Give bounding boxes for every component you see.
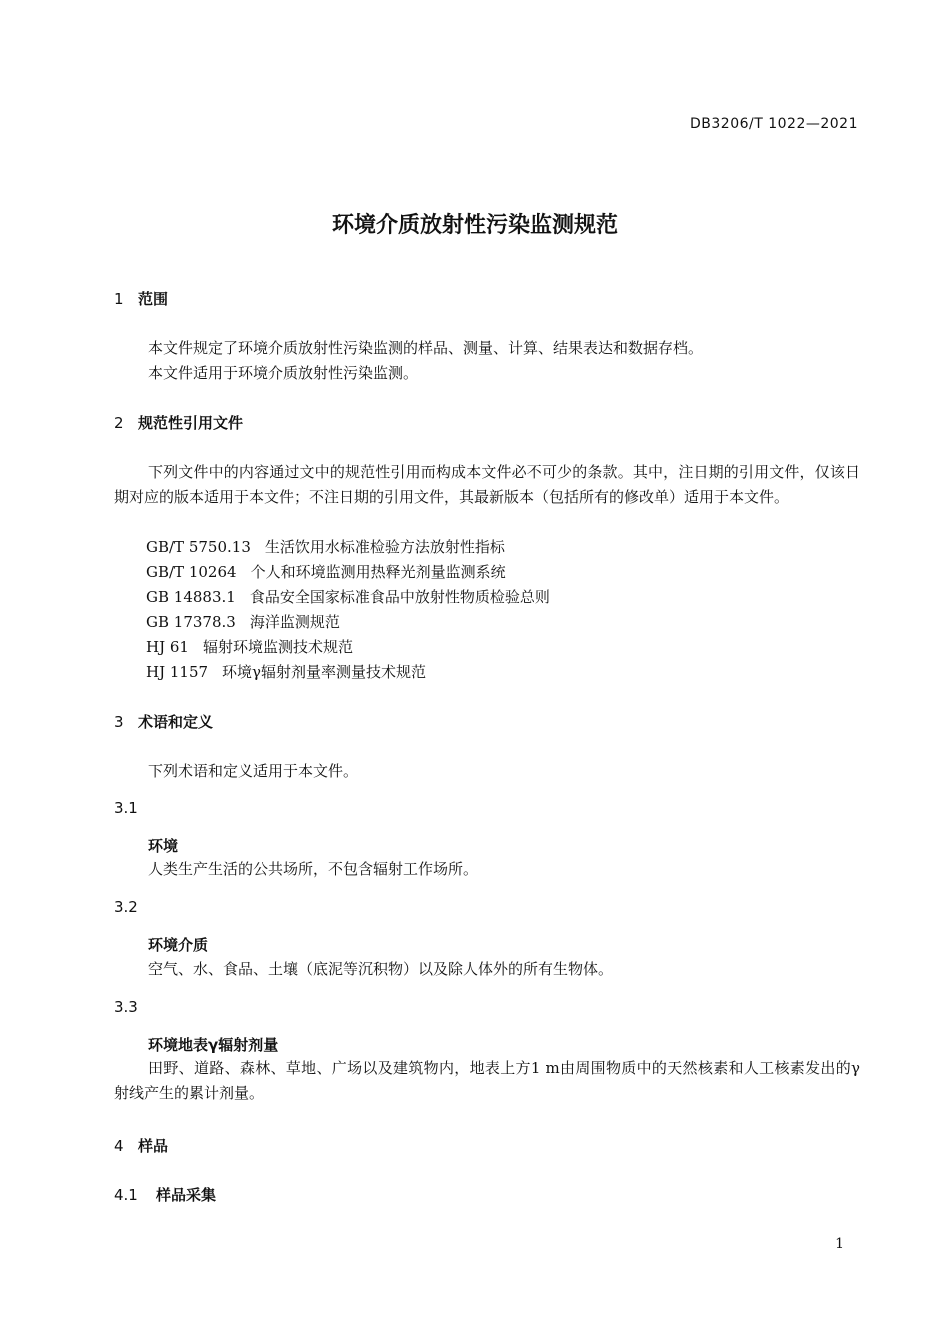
section-number: 4: [114, 1137, 124, 1155]
section-title: 术语和定义: [138, 713, 214, 731]
subsection-4-1-heading: [114, 1184, 216, 1205]
section-title: 样品: [138, 1137, 169, 1155]
reference-code: GB 17378.3: [146, 613, 236, 631]
reference-title: 个人和环境监测用热释光剂量监测系统: [250, 563, 506, 581]
reference-code: HJ 1157: [146, 663, 209, 681]
reference-title: 食品安全国家标准食品中放射性物质检验总则: [249, 588, 550, 606]
paragraph: 下列文件中的内容通过文中的规范性引用而构成本文件必不可少的条款。其中，注日期的引用文件，仅该日期对应的版本适用于本文件；不注日期的引用文件，其最新版本（包括所有的修改单）适用于本文件。: [114, 463, 860, 506]
term-title: 环境介质: [148, 936, 209, 954]
section-number: 2: [114, 414, 124, 432]
reference-title: 生活饮用水标准检验方法放射性指标: [264, 538, 505, 556]
paragraph: 本文件规定了环境介质放射性污染监测的样品、测量、计算、结果表达和数据存档。: [148, 339, 704, 357]
term-number: 3.3: [114, 998, 138, 1016]
document-code: DB3206/T 1022—2021: [690, 116, 858, 132]
paragraph: 本文件适用于环境介质放射性污染监测。: [148, 364, 419, 382]
reference-item: [146, 660, 426, 685]
term-title: 环境: [148, 837, 179, 855]
section-title: 规范性引用文件: [138, 414, 244, 432]
section-title: 范围: [138, 290, 169, 308]
term-title: 环境地表γ辐射剂量: [148, 1036, 279, 1054]
section-number: 1: [114, 290, 124, 308]
reference-code: GB/T 10264: [146, 563, 237, 581]
reference-title: 海洋监测规范: [249, 613, 340, 631]
reference-title: 辐射环境监测技术规范: [202, 638, 353, 656]
section-1-heading: [114, 288, 168, 309]
section-2-heading: [114, 412, 243, 433]
term-number: 3.2: [114, 898, 138, 916]
section-3-heading: [114, 711, 213, 732]
reference-code: GB 14883.1: [146, 588, 236, 606]
term-number: 3.1: [114, 799, 138, 817]
section-4-heading: [114, 1135, 168, 1156]
term-definition: 田野、道路、森林、草地、广场以及建筑物内，地表上方1 m由周围物质中的天然核素和人工核素发出的γ射线产生的累计剂量。: [114, 1059, 860, 1102]
reference-item: [146, 585, 550, 610]
document-title: 环境介质放射性污染监测规范: [331, 213, 618, 238]
term-definition: 空气、水、食品、土壤（底泥等沉积物）以及除人体外的所有生物体。: [148, 960, 614, 978]
reference-item: [146, 535, 505, 560]
reference-code: GB/T 5750.13: [146, 538, 251, 556]
term-definition: 人类生产生活的公共场所，不包含辐射工作场所。: [148, 860, 479, 878]
paragraph: 下列术语和定义适用于本文件。: [148, 762, 359, 780]
page-number: 1: [835, 1236, 844, 1252]
reference-item: [146, 610, 340, 635]
section-number: 3: [114, 713, 124, 731]
reference-title: 环境γ辐射剂量率测量技术规范: [222, 663, 427, 681]
reference-item: [146, 560, 506, 585]
subsection-title: 样品采集: [156, 1186, 217, 1204]
subsection-number: 4.1: [114, 1186, 138, 1204]
reference-code: HJ 61: [146, 638, 189, 656]
reference-item: [146, 635, 353, 660]
